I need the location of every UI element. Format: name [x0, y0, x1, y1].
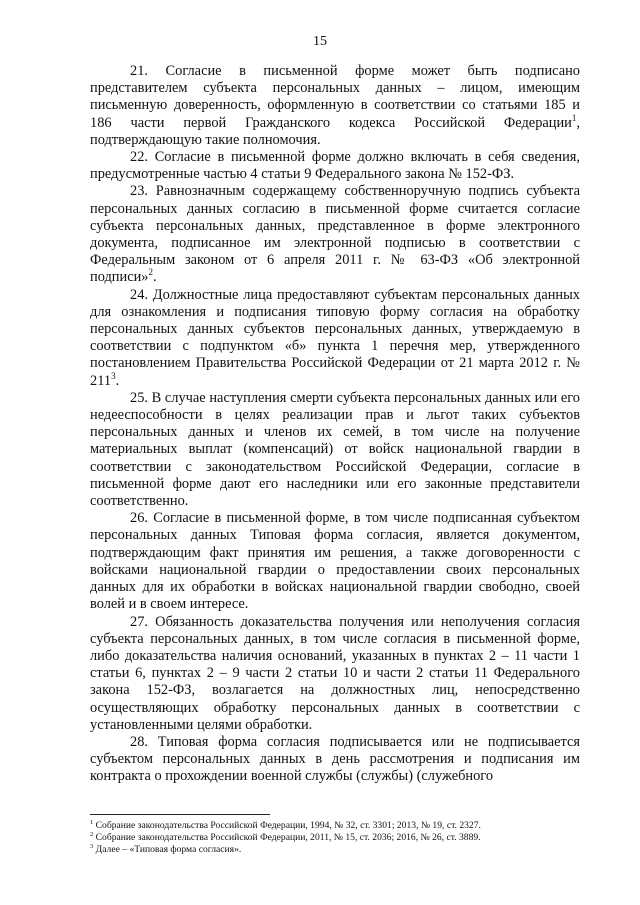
- footnote-1: $^1$ Собрание законодательства Российской Федерации, 1994, № 32, ст. 3301; 2013, № 19, ст. 2327.: [90, 818, 481, 831]
- paragraph-27: 27. Обязанность доказательства получения или неполучения согласия субъекта персональных данных, в том числе согласия в письменной форме, либо доказательства наличия оснований, указанных в пунктах 2 – 11 части 1 статьи 6, пунктах 2 – 9 части 2 статьи 10 и части 2 статьи 11 Федерального закона 152-ФЗ, возлагается на должностных лиц, непосредственно осуществляющих обработку персональных данных в соответствии с установленными целями обработки.: [90, 613, 580, 733]
- page-number: 15: [313, 34, 327, 49]
- footnote-ref-2: 2: [148, 267, 153, 278]
- paragraph-26: 26. Согласие в письменной форме, в том числе подписанная субъектом персональных данных Типовая форма согласия, является документом, подтверждающим факт принятия им решения, а также договоренности с войсками национальной гвардии о предоставлении своих персональных данных для их обработки в войсках национальной гвардии свободно, своей волей и в своем интересе.: [90, 510, 580, 613]
- paragraph-23: 23. Равнозначным содержащему собственноручную подпись субъекта персональных данных согласию в письменной форме считается согласие субъекта персональных данных, представленное в форме электронного документа, подписанное им электронной подписью в соответствии с Федеральным законом от 6 апреля 2011 г. № 63-ФЗ «Об электронной подписи»$^2$.: [90, 183, 580, 286]
- footnote-3: $^3$ Далее – «Типовая форма согласия».: [90, 842, 242, 855]
- paragraph-24: 24. Должностные лица предоставляют субъектам персональных данных для ознакомления и подписания типовую форму согласия на обработку персональных данных субъектов персональных данных, утверждаемую в соответствии с подпунктом «б» пункта 1 перечня мер, утвержденного постановлением Правительства Российской Федерации от 21 марта 2012 г. № $211^3$.: [90, 286, 580, 389]
- paragraph-22: 22. Согласие в письменной форме должно включать в себя сведения, предусмотренные частью 4 статьи 9 Федерального закона № 152-ФЗ.: [90, 149, 580, 183]
- paragraph-21: 21. Согласие в письменной форме может быть подписано представителем субъекта персональных данных – лицом, имеющим письменную доверенность, оформленную в соответствии со статьями 185 и 186 части первой Гражданского кодекса Российской Федерации$^1$, подтверждающую такие полномочия.: [90, 63, 580, 148]
- footnote-2: $^2$ Собрание законодательства Российской Федерации, 2011, № 15, ст. 2036; 2016, № 26, ст. 3889.: [90, 830, 481, 843]
- footnote-ref-1: 1: [571, 112, 577, 123]
- footnote-divider: [90, 814, 270, 815]
- footnote-ref-3: 3: [111, 370, 116, 381]
- document-body: [90, 63, 580, 786]
- footnotes: [90, 820, 580, 856]
- paragraph-25: 25. В случае наступления смерти субъекта персональных данных или его недееспособности в целях реализации прав и льгот таких субъектов персональных данных и членов их семей, в том числе на получение материальных выплат (компенсаций) от войск национальной гвардии в соответствии с законодательством Российской Федерации, согласие в письменной форме дают его наследники или его законные представители соответственно.: [90, 389, 580, 510]
- paragraph-28: 28. Типовая форма согласия подписывается или не подписывается субъектом персональных данных в день рассмотрения и подписания им контракта о прохождении военной службы (службы) (служебного: [90, 733, 580, 785]
